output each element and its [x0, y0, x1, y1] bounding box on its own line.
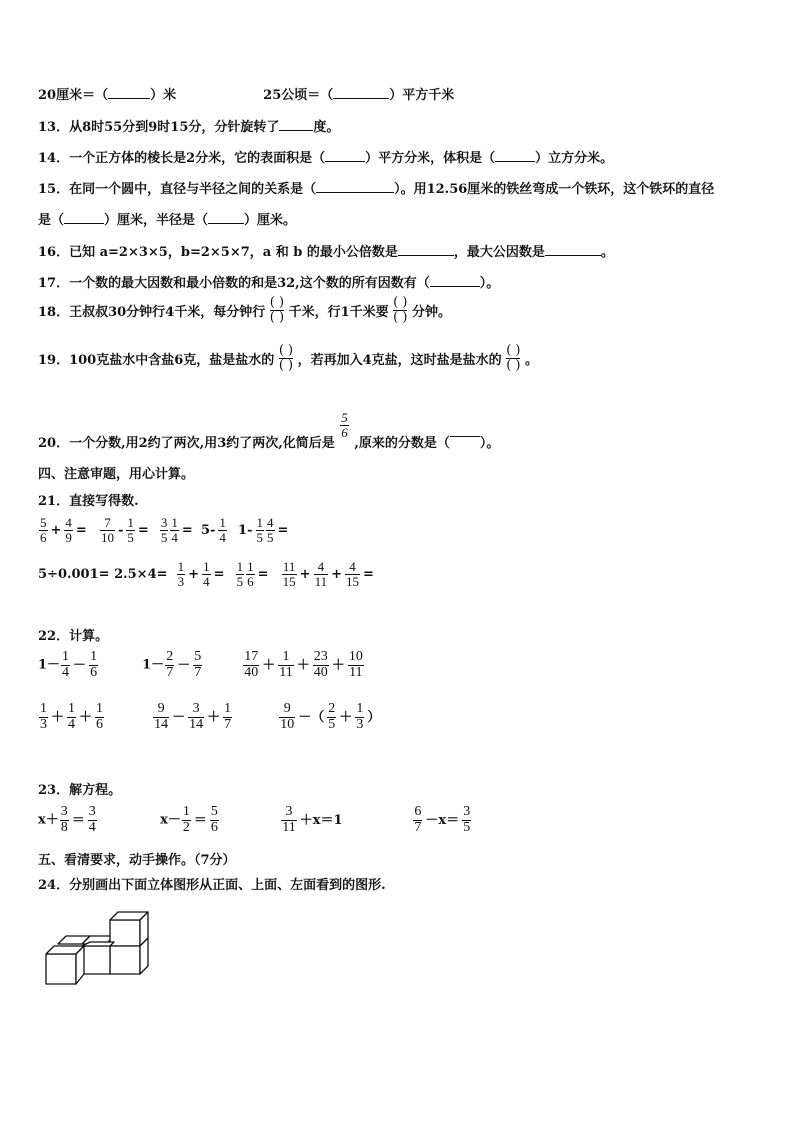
q21-item-4: 5- $\frac{1}{4}$ — [200, 515, 226, 545]
q21-item-3: $\frac{3}{5}$ $\frac{1}{4}$ = — [160, 515, 193, 545]
answer-blank[interactable] — [316, 180, 394, 193]
q22-expr-1: 1－ $\frac{1}{4}$ － $\frac{1}{6}$ — [38, 649, 98, 680]
answer-blank[interactable] — [495, 149, 535, 162]
answer-blank[interactable] — [430, 274, 480, 287]
question-21-title: 21．直接写得数. — [38, 494, 139, 509]
q21-item-6: $\frac{1}{3}$ + $\frac{1}{4}$ = — [177, 559, 225, 589]
answer-blank[interactable] — [545, 243, 601, 256]
q23-equations — [38, 805, 472, 835]
answer-fraction[interactable]: $\frac{( )}{( )}$ — [393, 295, 408, 326]
question-20: 20．一个分数,用2约了两次,用3约了两次,化简后是 $\frac{5}{6}$ ,原来的分数是（ ）。 — [38, 410, 500, 451]
q23-eq-2: x－ $\frac{1}{2}$ ＝ $\frac{5}{6}$ — [160, 804, 218, 835]
question-24-title: 24．分别画出下面立体图形从正面、上面、左面看到的图形. — [38, 878, 386, 893]
answer-fraction[interactable]: $\frac{( )}{( )}$ — [506, 343, 521, 374]
answer-fraction[interactable]: $\frac{( )}{( )}$ — [278, 343, 294, 374]
question-19: 19．100克盐水中含盐6克，盐是盐水的 $\frac{( )}{( )}$ ，若再加入4克盐，这时盐是盐水的 $\frac{( )}{( )}$ 。 — [38, 343, 539, 374]
q23-eq-1: x＋ $\frac{3}{8}$ ＝ $\frac{3}{4}$ — [38, 804, 96, 835]
cube-front-right — [110, 946, 140, 974]
cube-front-middle — [82, 946, 110, 974]
q23-eq-3: $\frac{3}{11}$ ＋x＝1 — [282, 804, 343, 835]
question-15-line1: 15．在同一个圆中，直径与半径之间的关系是（ ）。用12.56厘米的铁丝弯成一个铁环，这个铁环的直径 — [38, 182, 715, 197]
answer-blank[interactable] — [325, 149, 365, 162]
section-5-heading: 五、看清要求，动手操作。（7分） — [38, 853, 236, 868]
fraction-five-sixths: $\frac{5}{6}$ — [341, 410, 348, 440]
q22-expr-2: 1－ $\frac{2}{7}$ － $\frac{5}{7}$ — [142, 649, 202, 680]
answer-fraction[interactable]: $\frac{( )}{( )}$ — [269, 295, 285, 326]
q22-row2 — [38, 702, 382, 732]
q21-item-2: $\frac{7}{10}$ - $\frac{1}{5}$ = — [100, 515, 149, 545]
question-14: 14．一个正方体的棱长是2分米，它的表面积是（ ）平方分米，体积是（ ）立方分米。 — [38, 151, 614, 166]
q22-expr-5: $\frac{9}{14}$ － $\frac{3}{14}$ ＋ $\frac{1}{7}$ — [154, 701, 232, 732]
question-18: 18．王叔叔30分钟行4千米，每分钟行 $\frac{( )}{( )}$ 千米，行1千米要 $\frac{( )}{( )}$ 分钟。 — [38, 295, 451, 326]
q23-eq-4: $\frac{6}{7}$ －x＝ $\frac{3}{5}$ — [414, 804, 471, 835]
answer-blank[interactable] — [333, 86, 389, 99]
answer-blank[interactable] — [208, 211, 244, 224]
answer-blank[interactable] — [450, 424, 480, 437]
q21-item-5: 1- $\frac{1}{5}$ $\frac{4}{5}$ = — [238, 515, 289, 545]
question-16: 16．已知 a=2×3×5，b=2×5×7，a 和 b 的最小公倍数是 ，最大公因数是 。 — [38, 245, 614, 260]
q22-expr-3: $\frac{17}{40}$ ＋ $\frac{1}{11}$ ＋ $\frac{23}{40}$ ＋ $\frac{10}{11}$ — [244, 649, 363, 680]
cube-front-left — [46, 954, 76, 984]
question-22-title: 22．计算。 — [38, 629, 109, 644]
q21-row1 — [38, 516, 290, 544]
q21-item-1: $\frac{5}{6}$ + $\frac{4}{9}$ = — [40, 515, 87, 545]
answer-blank[interactable] — [64, 211, 104, 224]
answer-blank[interactable] — [108, 86, 150, 99]
answer-blank[interactable] — [398, 243, 454, 256]
question-13: 13．从8时55分到9时15分，分针旋转了 度。 — [38, 120, 340, 135]
q22-expr-6: $\frac{9}{10}$ －（ $\frac{2}{5}$ ＋ $\frac{1}{3}$ ） — [280, 701, 381, 732]
answer-blank[interactable] — [279, 118, 313, 131]
cube-stack-figure — [40, 910, 160, 990]
q21-item-8: $\frac{11}{15}$ + $\frac{4}{11}$ + $\frac{4}{15}$ = — [282, 559, 374, 589]
question-15-line2: 是（ ）厘米，半径是（ ）厘米。 — [38, 213, 297, 228]
question-23-title: 23．解方程。 — [38, 783, 122, 798]
q12-conversion-line: 20厘米＝（ ）米 25公顷＝（ ）平方千米 — [38, 88, 455, 103]
question-17: 17．一个数的最大因数和最小倍数的和是32,这个数的所有因数有（ ）。 — [38, 276, 500, 291]
section-4-heading: 四、注意审题，用心计算。 — [38, 467, 195, 482]
q22-expr-4: $\frac{1}{3}$ ＋ $\frac{1}{4}$ ＋ $\frac{1}{6}$ — [40, 701, 104, 732]
q21-item-7: $\frac{1}{5}$ $\frac{1}{6}$ = — [236, 559, 269, 589]
q22-row1 — [38, 650, 365, 680]
q21-row2: 5÷0.001= 2.5×4= $\frac{1}{3}$ + $\frac{1}{4}$ = $\frac{1}{5}$ $\frac{1}{6}$ = $\frac{11}{15}$ + $\frac{4}{11}$ + $\frac{4}{15}$ = — [38, 559, 374, 589]
